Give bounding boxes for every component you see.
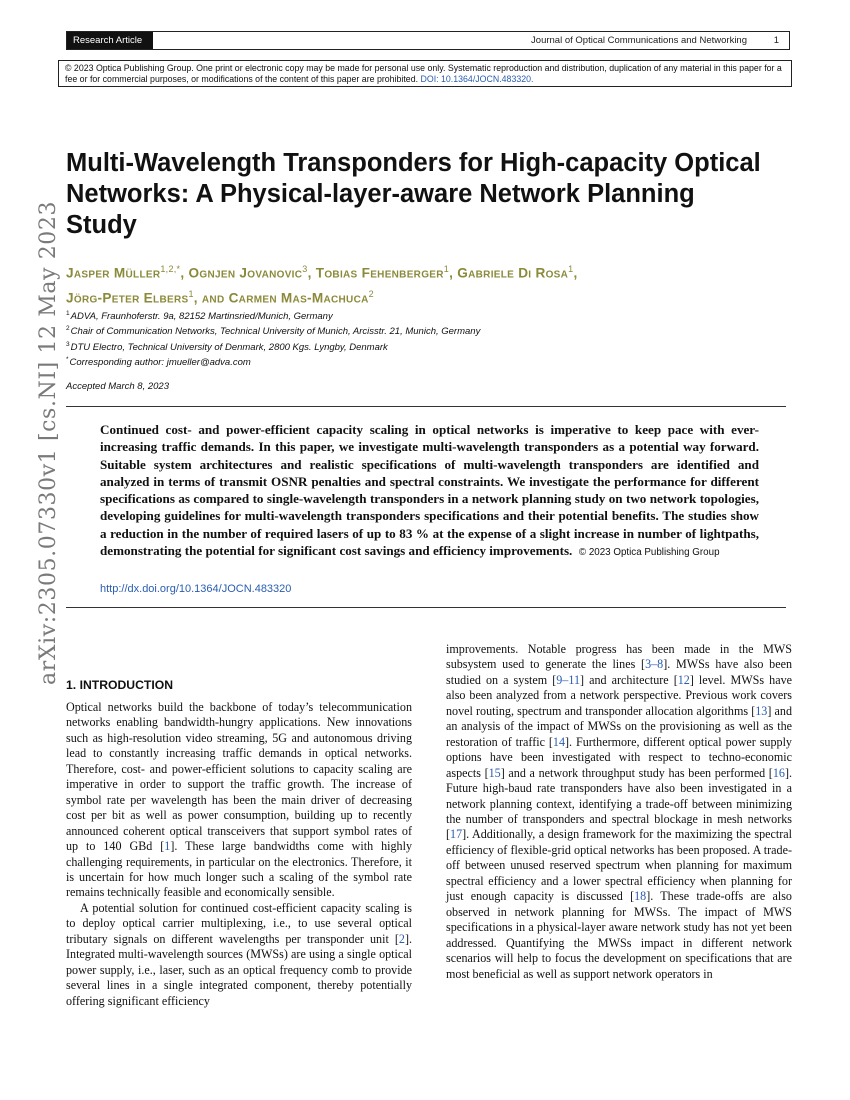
citation-link[interactable]: 18	[634, 889, 647, 904]
copyright-doi-link[interactable]: DOI: 10.1364/JOCN.483320.	[420, 74, 534, 84]
author-affiliation-marker: 1	[188, 288, 194, 299]
journal-name: Journal of Optical Communications and Networking	[531, 35, 747, 46]
left-column	[66, 700, 412, 1009]
body-paragraph	[66, 700, 412, 901]
author-affiliation-marker: 1	[568, 264, 574, 274]
paragraph-text: ]. These large bandwidths come with highly challenging requirements, in particular on the electronics. Therefore, it is uncertain for how much longer such a scaling of the symbol rate remains technically feasible and economically sensible.	[66, 839, 412, 900]
body-paragraph	[446, 642, 792, 982]
abstract-text: Continued cost- and power-efficient capacity scaling in optical networks is imperative to keep pace with ever-increasing traffic demands. In this paper, we investigate multi-wavelength transponders as a potential way forward. Suitable system architectures and realistic specifications of multi-wavelength transponders are identified and analyzed in terms of transmit OSNR penalties and spectral constraints. We investigate the performance for different specifications as compared to single-wavelength transponders in a network planning study on two network topologies, developing guidelines for multi-wavelength transponders specifications and their potential benefits. The studies show a reduction in the number of required lasers of up to 83 % at the expense of a slight increase in number of lightpaths, demonstrating the potential for significant cost savings and efficiency improvements.	[100, 422, 759, 559]
citation-link[interactable]: 17	[450, 827, 463, 842]
affiliation-text: Corresponding author: jmueller@adva.com	[69, 357, 251, 369]
paragraph-text: A potential solution for continued cost-efficient capacity scaling is to deploy optical carrier multiplexing, i.e., to use several optical tributary signals on different wavelengths per transponder unit [	[66, 900, 412, 946]
affiliation-line	[66, 339, 766, 354]
author-affiliation-marker: 2	[368, 288, 374, 299]
author-list: Jasper Müller$^{1,2,*}$, Ognjen Jovanovic$^3$, Tobias Fehenberger$^1$, Gabriele Di Rosa$^1$, Jörg-Peter Elbers$^1$, and Carmen Mas-Machuca$^2$	[66, 264, 578, 306]
citation-link[interactable]: 13	[755, 703, 768, 718]
affiliation-marker: 2	[66, 325, 70, 333]
citation-link[interactable]: 12	[677, 672, 690, 687]
citation-link[interactable]: 9–11	[556, 672, 580, 687]
author-name: Jörg-Peter Elbers	[66, 290, 189, 306]
doi-link[interactable]: http://dx.doi.org/10.1364/JOCN.483320	[100, 583, 292, 595]
affiliation-text: ADVA, Fraunhoferstr. 9a, 82152 Martinsried/Munich, Germany	[70, 311, 333, 323]
paragraph-text: ]. Integrated multi-wavelength sources (MWSs) are using a single optical power supply, i.e., laser, such as an optical frequency comb to provide several lines in a single integrated component, thereby potentially offering significant efficiency	[66, 931, 412, 1008]
paragraph-text: ]. Future high-baud rate transponders have also been investigated in a network planning context, identifying a trade-off between minimizing the number of transponders and spectral blockage in mesh networks [	[446, 765, 792, 842]
paragraph-text: ] and architecture [	[580, 672, 678, 687]
right-column	[446, 642, 792, 982]
affiliation-marker: 3	[66, 340, 70, 348]
section-number: 1.	[66, 678, 77, 692]
author-name: Tobias Fehenberger	[315, 265, 444, 281]
copyright-notice	[58, 60, 792, 87]
page-header	[66, 31, 790, 50]
paragraph-text: ] and a network throughput study has been performed [	[500, 765, 773, 780]
author-name: Carmen Mas-Machuca	[228, 290, 369, 306]
abstract	[100, 421, 759, 561]
affiliation-line	[66, 323, 766, 338]
author-affiliation-marker: 1,2,*	[160, 264, 181, 274]
copyright-text: © 2023 Optica Publishing Group. One print or electronic copy may be made for personal use only. Systematic reproduction and distribution, duplication of any material in this paper for a fee or for commercial purposes, or modifications of the content of this paper are prohibited.	[65, 63, 782, 84]
author-affiliation-marker: 1	[443, 264, 450, 274]
citation-link[interactable]: 16	[772, 765, 785, 780]
author-affiliation-marker: 3	[302, 264, 308, 274]
affiliation-marker: 1	[66, 310, 70, 317]
abstract-copyright: © 2023 Optica Publishing Group	[578, 547, 720, 559]
citation-link[interactable]: 2	[398, 931, 405, 946]
paper-title: Multi-Wavelength Transponders for High-capacity Optical Networks: A Physical-layer-aware Network Planning Study	[66, 149, 761, 239]
abstract-bottom-rule	[66, 607, 786, 608]
affiliation-line	[66, 308, 766, 323]
paragraph-text: ] and an analysis of the impact of MWSs on the provisioning as well as the restoration of traffic [	[446, 703, 792, 749]
paragraph-text: ]. These trade-offs are also observed in network planning for MWSs. The impact of MWS specifications in a physical-layer aware network study has not yet been addressed. Quantifying the MWSs impact in different network scenarios will help to focus the development on specifications that are most beneficial as well as support network operators in	[446, 889, 792, 981]
author-connector: and	[201, 290, 225, 306]
citation-link[interactable]: 15	[488, 765, 501, 780]
affiliation-list	[66, 308, 766, 370]
paragraph-text: Optical networks build the backbone of today’s telecommunication networks enabling bandwidth-hungry applications. New innovations such as high-resolution video streaming, 5G and autonomous driving lead to constantly increasing traffic demands in optical networks. Therefore, cost- and power-efficient solutions to capacity scaling are imperative in order to support the traffic growth. The increase of symbol rate per wavelength has been the main driver of decreasing cost per bit as well as power consumption, building up to recently announced coherent optical transceivers that support symbol rates of up to 140 GBd [	[66, 700, 412, 854]
affiliation-text: DTU Electro, Technical University of Denmark, 2800 Kgs. Lyngby, Denmark	[70, 342, 388, 354]
paragraph-text: improvements. Notable progress has been made in the MWS subsystem used to generate the lines [	[446, 642, 792, 672]
author-name: Gabriele Di Rosa	[457, 265, 569, 281]
abstract-top-rule	[66, 406, 786, 407]
author-name: Jasper Müller	[66, 265, 161, 281]
affiliation-line	[66, 354, 766, 369]
section-title: INTRODUCTION	[79, 678, 173, 692]
affiliation-marker: *	[66, 356, 69, 364]
article-type-label: Research Article	[67, 32, 153, 49]
affiliation-text: Chair of Communication Networks, Technical University of Munich, Arcisstr. 21, Munich, Germany	[70, 326, 481, 338]
paragraph-text: ]. Additionally, a design framework for the maximizing the spectral efficiency of flexible-grid optical networks has been proposed. A trade-off between unused reserved spectrum when planning for maximum spectral efficiency and a lower spectral efficiency when planning for just enough capacity is discussed [	[446, 827, 792, 904]
citation-link[interactable]: 14	[552, 734, 566, 749]
citation-link[interactable]: 1	[164, 839, 171, 854]
author-name: Ognjen Jovanovic	[188, 265, 303, 281]
paragraph-text: ]. MWSs have also been studied on a system [	[446, 657, 792, 687]
paragraph-text: ] level. MWSs have also been analyzed from a network perspective. Previous work covers novel routing, spectrum and transponder allocation algorithms [	[446, 672, 792, 718]
paragraph-text: ]. Furthermore, different optical power supply options have been investigated with respect to techno-economic aspects [	[446, 734, 792, 780]
page-number: 1	[773, 35, 779, 46]
body-paragraph	[66, 901, 412, 1009]
citation-link[interactable]: 3–8	[645, 657, 664, 672]
accepted-date: Accepted March 8, 2023	[66, 381, 169, 392]
arxiv-identifier: arXiv:2305.07330v1 [cs.NI] 12 May 2023	[36, 200, 61, 685]
section-heading-introduction	[66, 678, 173, 692]
